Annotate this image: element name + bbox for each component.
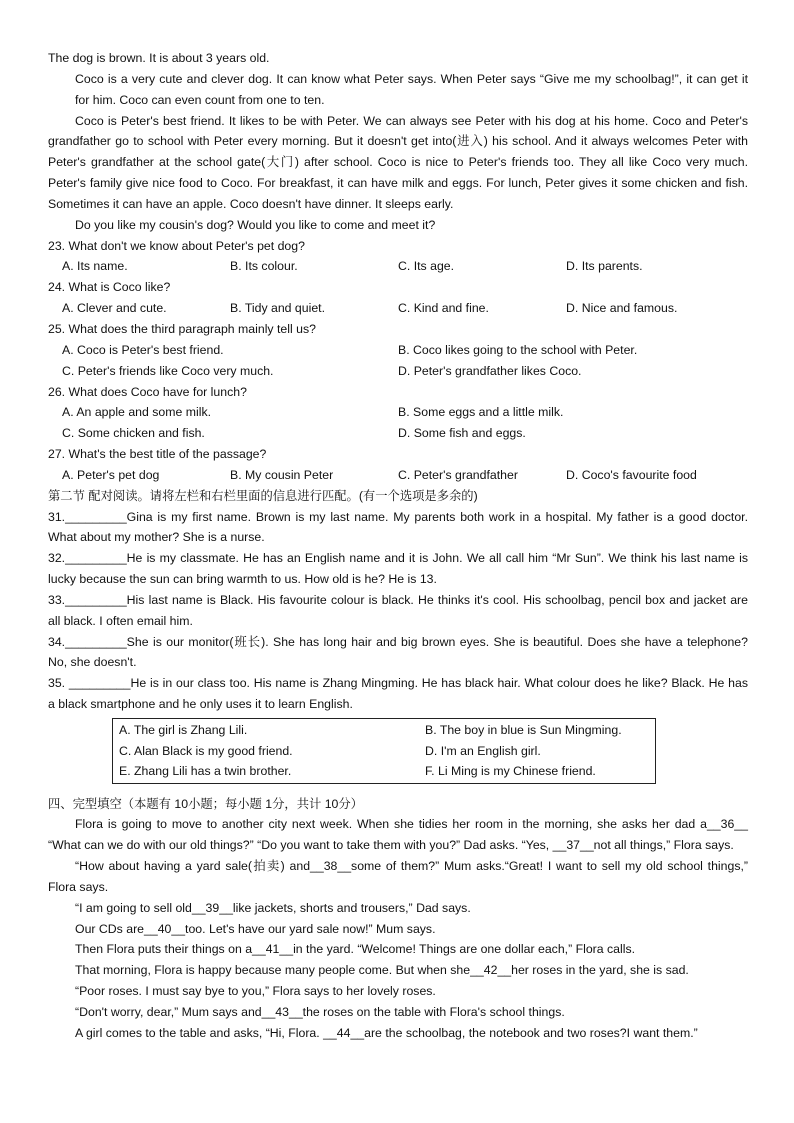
option-f: F. Li Ming is my Chinese friend. [425, 764, 596, 778]
option-c: C. Some chicken and fish. [62, 426, 205, 441]
item-number: 31. [48, 509, 66, 524]
question-stem: 24. What is Coco like? [48, 280, 171, 295]
option-a: A. Its name. [62, 259, 128, 274]
options-row [119, 741, 655, 762]
question-stem: 26. What does Coco have for lunch? [48, 384, 247, 399]
item-text: Gina is my first name. Brown is my last name. My parents both work in a hospital. My father is a good doctor. What about my mother? She is a nurse. [48, 509, 748, 545]
option-a: A. An apple and some milk. [62, 405, 212, 420]
item-text: She is our monitor(班长). She has long hair and big brown eyes. She is beautiful. Does she have a telephone? No, she doesn't. [48, 634, 748, 670]
question-options [48, 361, 748, 382]
question-options [48, 402, 748, 423]
answer-blank[interactable]: _________ [65, 551, 127, 566]
option-e: E. Zhang Lili has a twin brother. [119, 764, 292, 778]
cloze-paragraph: Then Flora puts their things on a__41__in the yard. “Welcome! Things are one dollar each,” Flora calls. [75, 942, 636, 957]
option-d: D. Some fish and eggs. [398, 426, 526, 441]
cloze-paragraph: “Poor roses. I must say bye to you,” Flora says to her lovely roses. [75, 984, 436, 999]
option-c: C. Alan Black is my good friend. [119, 743, 293, 758]
item-number: 34. [48, 634, 66, 649]
option-b: B. Tidy and quiet. [230, 301, 326, 316]
cloze-paragraph: “How about having a yard sale(拍卖) and__38__some of them?” Mum asks.“Great! I want to sell my old school things,” Flora says. [48, 859, 748, 894]
cloze-paragraph: That morning, Flora is happy because many people come. But when she__42__her roses in the yard, she is sad. [75, 963, 689, 978]
option-a: A. Clever and cute. [62, 301, 167, 316]
cloze-paragraph: Our CDs are__40__too. Let's have our yard sale now!” Mum says. [75, 921, 436, 936]
question-options [48, 465, 748, 486]
option-d: D. I'm an English girl. [425, 743, 541, 758]
option-b: B. Its colour. [230, 259, 298, 274]
item-number: 32. [48, 551, 66, 566]
section-heading: 四、完型填空（本题有 10小题；每小题 1分，共计 10分） [48, 796, 363, 811]
matching-item [48, 632, 748, 674]
option-d: D. Nice and famous. [566, 301, 678, 316]
item-number: 33. [48, 592, 66, 607]
section-heading: 第二节 配对阅读。请将左栏和右栏里面的信息进行匹配。(有一个选项是多余的) [48, 488, 478, 503]
item-number: 35. [48, 676, 69, 691]
cloze-paragraph: A girl comes to the table and asks, “Hi, Flora. __44__are the schoolbag, the notebook and two roses?I want them.” [75, 1025, 698, 1040]
question-options [48, 423, 748, 444]
passage-line: Coco is Peter's best friend. It likes to be with Peter. We can always see Peter with his dog at his home. Coco and Peter's grandfather go to school with Peter every morning. But it doesn't get into(进入) his school. And it always welcomes Peter with Peter's grandfather at the school gate(大门) after school. Coco is nice to Peter's friends too. They all like Coco very much. Peter's family give nice food to Coco. For breakfast, it can have milk and eggs. For lunch, Peter gives it some chicken and fish. Sometimes it can have an apple. Coco doesn't have dinner. It sleeps early. [48, 113, 748, 211]
matching-options-box [112, 718, 656, 784]
option-b: B. Coco likes going to the school with Peter. [398, 342, 638, 357]
answer-blank[interactable]: _________ [68, 676, 131, 691]
option-a: A. The girl is Zhang Lili. [119, 723, 248, 737]
option-c: C. Peter's grandfather [398, 467, 518, 482]
item-text: His last name is Black. His favourite colour is black. He thinks it's cool. His schoolbag, pencil box and jacket are all black. I often email him. [48, 592, 748, 628]
question-stem: 23. What don't we know about Peter's pet dog? [48, 238, 305, 253]
option-b: B. My cousin Peter [230, 467, 334, 482]
options-row [119, 761, 655, 782]
matching-item [48, 673, 748, 715]
options-row [119, 720, 655, 741]
question-stem: 25. What does the third paragraph mainly tell us? [48, 321, 316, 336]
page-content [48, 48, 748, 1044]
option-b: B. The boy in blue is Sun Mingming. [425, 723, 622, 737]
answer-blank[interactable]: _________ [65, 509, 127, 524]
matching-item [48, 590, 748, 632]
passage-line: The dog is brown. It is about 3 years old. [48, 51, 270, 65]
question-stem: 27. What's the best title of the passage? [48, 447, 267, 462]
option-a: A. Peter's pet dog [62, 467, 160, 482]
item-text: He is in our class too. His name is Zhang Mingming. He has black hair. What colour does he like? Black. He has a black smartphone and he only uses it to learn English. [48, 676, 748, 712]
question-options [48, 256, 748, 277]
cloze-paragraph: “I am going to sell old__39__like jackets, shorts and trousers,” Dad says. [75, 900, 471, 915]
answer-blank[interactable]: _________ [65, 634, 127, 649]
option-d: D. Its parents. [566, 259, 643, 274]
option-c: C. Its age. [398, 259, 455, 274]
matching-item [48, 507, 748, 549]
option-c: C. Kind and fine. [398, 301, 489, 316]
option-a: A. Coco is Peter's best friend. [62, 342, 224, 357]
option-d: D. Coco's favourite food [566, 467, 697, 482]
passage-line: Coco is a very cute and clever dog. It can know what Peter says. When Peter says “Give me my schoolbag!”, it can get it for him. Coco can even count from one to ten. [75, 71, 748, 107]
question-options [48, 340, 748, 361]
passage-paragraph [48, 111, 748, 215]
question-options [48, 298, 748, 319]
matching-item [48, 548, 748, 590]
option-d: D. Peter's grandfather likes Coco. [398, 363, 582, 378]
item-text: He is my classmate. He has an English name and it is John. We all call him “Mr Sun”. We think his last name is lucky because the sun can bring warmth to us. How old is he? He is 13. [48, 551, 748, 587]
answer-blank[interactable]: _________ [65, 592, 127, 607]
cloze-paragraph: Flora is going to move to another city next week. When she tidies her room in the morning, she asks her dad a__36__ “What can we do with our old things?” “Do you want to take them with you?” Dad asks. “Yes, __37__not all things,” Flora says. [48, 817, 748, 853]
passage-paragraph [48, 69, 748, 111]
cloze-paragraph: “Don't worry, dear,” Mum says and__43__the roses on the table with Flora's school things. [75, 1004, 565, 1019]
option-c: C. Peter's friends like Coco very much. [62, 363, 274, 378]
option-b: B. Some eggs and a little milk. [398, 405, 564, 420]
passage-line: Do you like my cousin's dog? Would you like to come and meet it? [75, 217, 436, 232]
